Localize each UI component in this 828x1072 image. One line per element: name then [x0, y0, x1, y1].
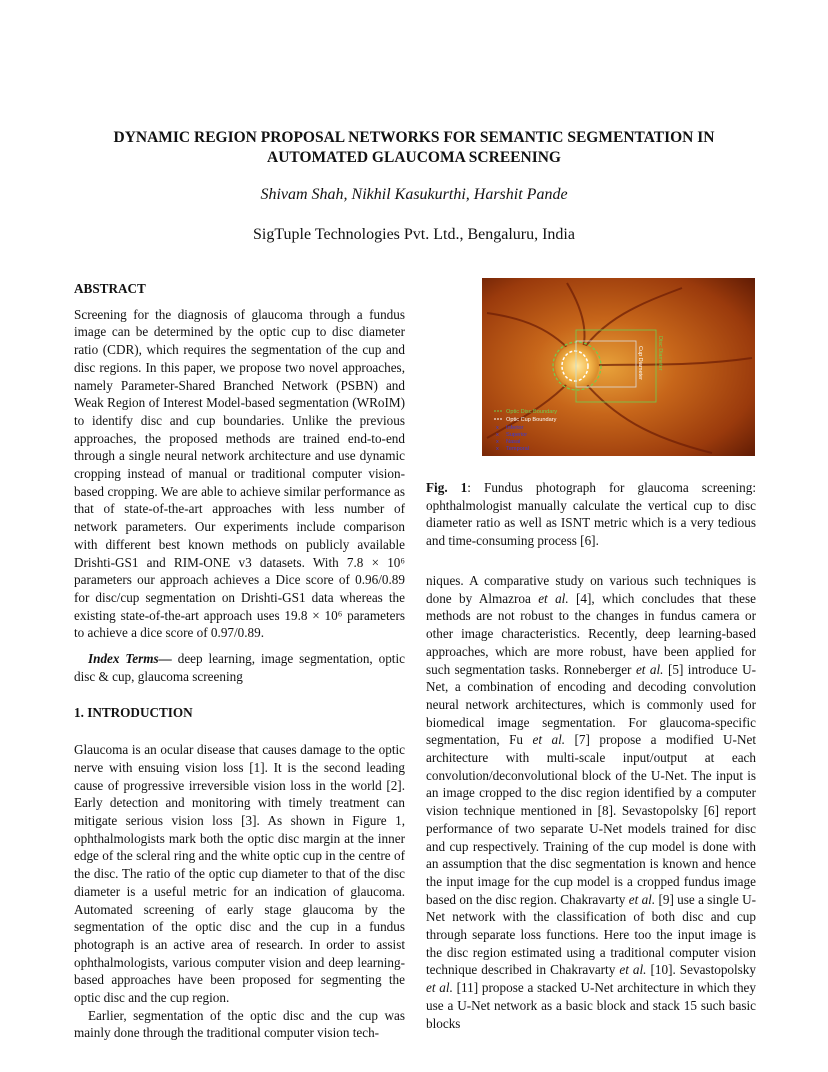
text-italic: et al.	[538, 590, 569, 606]
legend-inferior: Inferior	[506, 425, 524, 431]
title-line-1: DYNAMIC REGION PROPOSAL NETWORKS FOR SEMANTIC SEGMENTATION IN	[113, 129, 715, 146]
text-italic: et al.	[628, 891, 656, 907]
legend-nasal: Nasal	[506, 439, 521, 445]
title-line-2: AUTOMATED GLAUCOMA SCREENING	[267, 149, 561, 166]
figure-caption	[426, 479, 756, 550]
text-span: [9] use a single U-Net network with the classification of both disc and cup through separate loss functions. Here too the input image is the disc region estimated using a traditional computer vision technique described in Chakravarty	[426, 891, 756, 978]
text-span: [4], which concludes that these methods are not robust to the changes in fundus camera or other image characteristics. Recently, deep learning-based approaches, which are more robust, have been applied for such segmentation tasks. Ronneberger	[426, 590, 757, 677]
caption-text: : Fundus photograph for glaucoma screening: ophthalmologist manually calculate the vertical cup to disc diameter ratio as well as ISNT metric which is a very tedious and time-consuming process [6].	[426, 480, 756, 549]
legend-temporal: Temporal	[506, 446, 530, 452]
text-span: [10]. Sevastopolsky	[646, 962, 756, 978]
svg-text:x: x	[496, 439, 499, 445]
authors: Shivam Shah, Nikhil Kasukurthi, Harshit Pande	[260, 186, 568, 203]
intro-paragraph-1: Glaucoma is an ocular disease that causes damage to the optic nerve with ensuing vision loss [1]. It is the second leading cause of progressive irreversible vision loss in the world [2]. Early detection and monitoring with timely treatment can mitigate serious vision loss [3]. As shown in Figure 1, ophthalmologists mark both the optic disc margin at the inner edge of the scleral ring and the white optic cup in the centre of the disc. The ratio of the optic cup diameter to that of the disc diameter is a useful metric for an indication of glaucoma. Automated screening of early stage glaucoma by the segmentation of the optic disc and the cup in a fundus photograph is an active area of research. In order to assist ophthalmologists, various computer vision and deep learning-based approaches have been proposed for segmenting the optic disc and the cup region.	[74, 742, 405, 1006]
fundus-figure	[482, 278, 755, 456]
text-span: [11] propose a stacked U-Net architecture in which they use a U-Net network as a basic block and stack 15 such basic blocks	[426, 980, 756, 1031]
left-column	[74, 280, 405, 1042]
caption-label: Fig. 1	[426, 480, 468, 495]
paper-title	[0, 128, 828, 168]
svg-text:x: x	[496, 432, 499, 438]
affiliation: SigTuple Technologies Pvt. Ltd., Bengaluru, India	[253, 226, 575, 243]
index-terms-label: Index Terms—	[88, 651, 172, 667]
text-italic: et al.	[635, 661, 664, 677]
text-span: [7] propose a modified U-Net architecture with multi-scale input/output at each convolution/deconvolutional block of the U-Net. The input is an image cropped to the disc region identified by a computer vision technique mentioned in [8]. Sevastopolsky [6] report performance of two separate U-Net models trained for disc and cup respectively. Training of the cup model is done with an assumption that the disc segmentation is known and hence the input image for the cup model is a cropped fundus image based on the disc region. Chakravarty	[426, 732, 756, 907]
svg-text:x: x	[496, 425, 499, 431]
svg-text:x: x	[496, 446, 499, 452]
legend-superior: Superior	[506, 432, 528, 438]
legend-cup: Optic Cup Boundary	[506, 417, 557, 423]
text-italic: et al.	[532, 732, 566, 748]
text-span: niques. A comparative study on various such techniques is done by Almazroa	[426, 573, 756, 606]
index-terms	[74, 650, 405, 685]
intro-heading: 1. INTRODUCTION	[74, 705, 193, 721]
abstract-heading: ABSTRACT	[74, 281, 146, 296]
legend-disc: Optic Disc Boundary	[506, 409, 557, 415]
text-span: [5] introduce U-Net, a combination of encoding and decoding convolution neural network architectures, which is commonly used for biomedical image segmentation. For glaucoma-specific segmentation, Fu	[426, 661, 757, 748]
text-italic: et al.	[619, 962, 647, 978]
text-italic: et al.	[426, 980, 453, 996]
abstract-text: Screening for the diagnosis of glaucoma through a fundus image can be determined by the optic cup to disc diameter ratio (CDR), which requires the segmentation of the cup and disc regions. In this paper, we propose two novel approaches, namely Parameter-Shared Branched Network (PSBN) and Weak Region of Interest Model-based segmentation (WRoIM) to identify disc and cup boundaries. Unlike the previous approaches, the proposed methods are trained end-to-end through a single neural network architecture and use dynamic cropping instead of manual or traditional computer vision-based cropping. We are able to achieve similar performance as that of state-of-the-art approaches with less number of network parameters. Our experiments include comparison with different best known methods on publicly available Drishti-GS1 and RIM-ONE v3 datasets. With 7.8 × 10⁶ parameters our approach achieves a Dice score of 0.96/0.89 for disc/cup segmentation on Drishti-GS1 data whereas the existing state-of-the-art approach uses 19.8 × 10⁶ parameters to achieve a dice score of 0.97/0.89.	[74, 306, 405, 641]
disc-diameter-label: Disc Diameter	[657, 336, 663, 371]
index-terms-text: deep learning, image segmentation, optic disc & cup, glaucoma screening	[74, 651, 405, 684]
fundus-photograph	[482, 278, 755, 456]
right-column-text	[426, 572, 756, 1032]
cup-diameter-label: Cup Diameter	[637, 346, 643, 380]
intro-paragraph-2: Earlier, segmentation of the optic disc and the cup was mainly done through the traditional computer vision tech-	[74, 1007, 405, 1041]
